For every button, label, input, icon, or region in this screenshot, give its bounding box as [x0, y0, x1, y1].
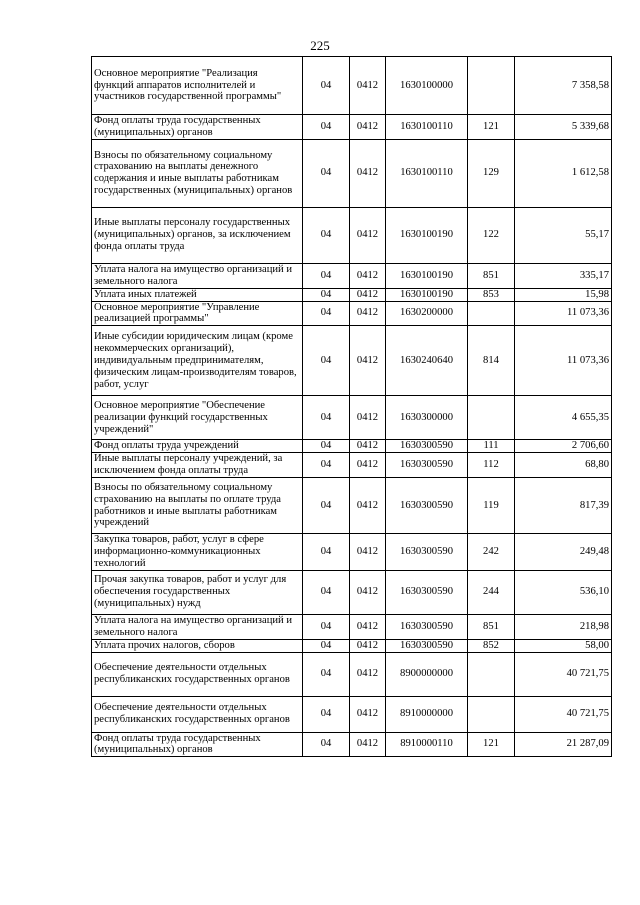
row-subsection: 0412	[350, 263, 386, 288]
page-number: 225	[310, 38, 330, 53]
row-section: 04	[303, 207, 350, 263]
row-target-article: 1630300590	[386, 534, 468, 571]
row-section: 04	[303, 534, 350, 571]
row-subsection: 0412	[350, 696, 386, 732]
row-target-article: 1630100190	[386, 263, 468, 288]
row-target-article: 8910000000	[386, 696, 468, 732]
row-section: 04	[303, 396, 350, 440]
row-expense-type: 851	[468, 614, 515, 639]
row-expense-type: 129	[468, 139, 515, 207]
table-row	[92, 396, 612, 440]
row-subsection: 0412	[350, 139, 386, 207]
row-subsection: 0412	[350, 652, 386, 696]
row-section: 04	[303, 139, 350, 207]
row-target-article: 1630200000	[386, 301, 468, 326]
row-amount: 817,39	[515, 478, 612, 534]
budget-table	[91, 56, 612, 757]
row-subsection: 0412	[350, 440, 386, 453]
row-name: Обеспечение деятельности отдельных республиканских государственных органов	[92, 696, 303, 732]
row-name: Иные субсидии юридическим лицам (кроме некоммерческих организаций), индивидуальным предпринимателям, физическим лицам-производителям товаров, работ, услуг	[92, 326, 303, 396]
row-section: 04	[303, 696, 350, 732]
row-amount: 335,17	[515, 263, 612, 288]
row-expense-type: 853	[468, 288, 515, 301]
row-amount: 2 706,60	[515, 440, 612, 453]
row-subsection: 0412	[350, 478, 386, 534]
table-row	[92, 288, 612, 301]
row-name: Уплата налога на имущество организаций и земельного налога	[92, 263, 303, 288]
row-name: Уплата налога на имущество организаций и земельного налога	[92, 614, 303, 639]
row-expense-type: 122	[468, 207, 515, 263]
row-amount: 218,98	[515, 614, 612, 639]
table-row	[92, 534, 612, 571]
table-row	[92, 453, 612, 478]
row-name: Основное мероприятие "Реализация функций аппаратов исполнителей и участников государственной программы"	[92, 57, 303, 115]
row-expense-type: 851	[468, 263, 515, 288]
row-amount: 15,98	[515, 288, 612, 301]
table-row	[92, 326, 612, 396]
row-subsection: 0412	[350, 288, 386, 301]
row-section: 04	[303, 478, 350, 534]
row-amount: 536,10	[515, 570, 612, 614]
row-subsection: 0412	[350, 534, 386, 571]
row-name: Уплата прочих налогов, сборов	[92, 639, 303, 652]
row-section: 04	[303, 263, 350, 288]
row-name: Уплата иных платежей	[92, 288, 303, 301]
row-expense-type	[468, 57, 515, 115]
row-amount: 11 073,36	[515, 326, 612, 396]
row-amount: 249,48	[515, 534, 612, 571]
row-name: Закупка товаров, работ, услуг в сфере информационно-коммуникационных технологий	[92, 534, 303, 571]
table-row	[92, 440, 612, 453]
row-target-article: 1630300000	[386, 396, 468, 440]
table-row	[92, 115, 612, 140]
row-section: 04	[303, 301, 350, 326]
row-subsection: 0412	[350, 614, 386, 639]
table-row	[92, 570, 612, 614]
table-row	[92, 139, 612, 207]
row-section: 04	[303, 57, 350, 115]
table-row	[92, 652, 612, 696]
row-name: Взносы по обязательному социальному страхованию на выплаты денежного содержания и иные выплаты работникам государственных (муниципальных) органов	[92, 139, 303, 207]
table-row	[92, 57, 612, 115]
row-amount: 40 721,75	[515, 696, 612, 732]
table-row	[92, 696, 612, 732]
row-subsection: 0412	[350, 396, 386, 440]
row-expense-type	[468, 696, 515, 732]
row-target-article: 8900000000	[386, 652, 468, 696]
row-subsection: 0412	[350, 115, 386, 140]
row-section: 04	[303, 326, 350, 396]
row-section: 04	[303, 440, 350, 453]
row-section: 04	[303, 639, 350, 652]
row-amount: 4 655,35	[515, 396, 612, 440]
row-target-article: 1630300590	[386, 478, 468, 534]
table-row	[92, 263, 612, 288]
row-section: 04	[303, 115, 350, 140]
row-amount: 5 339,68	[515, 115, 612, 140]
row-subsection: 0412	[350, 207, 386, 263]
table-row	[92, 639, 612, 652]
row-amount: 40 721,75	[515, 652, 612, 696]
row-name: Основное мероприятие "Управление реализацией программы"	[92, 301, 303, 326]
row-subsection: 0412	[350, 732, 386, 757]
row-amount: 7 358,58	[515, 57, 612, 115]
row-expense-type: 111	[468, 440, 515, 453]
row-subsection: 0412	[350, 639, 386, 652]
row-expense-type: 852	[468, 639, 515, 652]
row-amount: 55,17	[515, 207, 612, 263]
row-amount: 68,80	[515, 453, 612, 478]
row-name: Взносы по обязательному социальному страхованию на выплаты по оплате труда работников и иные выплаты работникам учреждений	[92, 478, 303, 534]
row-section: 04	[303, 652, 350, 696]
row-section: 04	[303, 453, 350, 478]
row-name: Фонд оплаты труда государственных (муниципальных) органов	[92, 115, 303, 140]
table-row	[92, 207, 612, 263]
row-name: Основное мероприятие "Обеспечение реализации функций государственных учреждений"	[92, 396, 303, 440]
row-name: Прочая закупка товаров, работ и услуг для обеспечения государственных (муниципальных) нужд	[92, 570, 303, 614]
row-subsection: 0412	[350, 57, 386, 115]
row-subsection: 0412	[350, 326, 386, 396]
table-row	[92, 614, 612, 639]
row-expense-type	[468, 301, 515, 326]
row-expense-type: 121	[468, 732, 515, 757]
row-target-article: 1630240640	[386, 326, 468, 396]
row-subsection: 0412	[350, 301, 386, 326]
row-section: 04	[303, 288, 350, 301]
row-target-article: 1630100110	[386, 115, 468, 140]
row-target-article: 1630100190	[386, 288, 468, 301]
row-target-article: 8910000110	[386, 732, 468, 757]
row-expense-type: 814	[468, 326, 515, 396]
budget-table-body	[92, 57, 612, 757]
row-name: Фонд оплаты труда учреждений	[92, 440, 303, 453]
row-amount: 11 073,36	[515, 301, 612, 326]
row-subsection: 0412	[350, 453, 386, 478]
table-row	[92, 478, 612, 534]
row-subsection: 0412	[350, 570, 386, 614]
row-amount: 58,00	[515, 639, 612, 652]
row-target-article: 1630300590	[386, 614, 468, 639]
row-expense-type: 121	[468, 115, 515, 140]
row-section: 04	[303, 614, 350, 639]
row-name: Фонд оплаты труда государственных (муниципальных) органов	[92, 732, 303, 757]
row-section: 04	[303, 732, 350, 757]
table-row	[92, 301, 612, 326]
row-target-article: 1630300590	[386, 570, 468, 614]
row-target-article: 1630300590	[386, 453, 468, 478]
row-target-article: 1630100190	[386, 207, 468, 263]
row-expense-type: 112	[468, 453, 515, 478]
row-name: Обеспечение деятельности отдельных республиканских государственных органов	[92, 652, 303, 696]
row-section: 04	[303, 570, 350, 614]
row-target-article: 1630300590	[386, 639, 468, 652]
row-expense-type	[468, 396, 515, 440]
row-expense-type: 244	[468, 570, 515, 614]
row-target-article: 1630300590	[386, 440, 468, 453]
row-target-article: 1630100110	[386, 139, 468, 207]
row-amount: 1 612,58	[515, 139, 612, 207]
row-target-article: 1630100000	[386, 57, 468, 115]
row-expense-type: 242	[468, 534, 515, 571]
row-name: Иные выплаты персоналу государственных (муниципальных) органов, за исключением фонда оплаты труда	[92, 207, 303, 263]
row-expense-type	[468, 652, 515, 696]
table-row	[92, 732, 612, 757]
row-name: Иные выплаты персоналу учреждений, за исключением фонда оплаты труда	[92, 453, 303, 478]
row-expense-type: 119	[468, 478, 515, 534]
row-amount: 21 287,09	[515, 732, 612, 757]
